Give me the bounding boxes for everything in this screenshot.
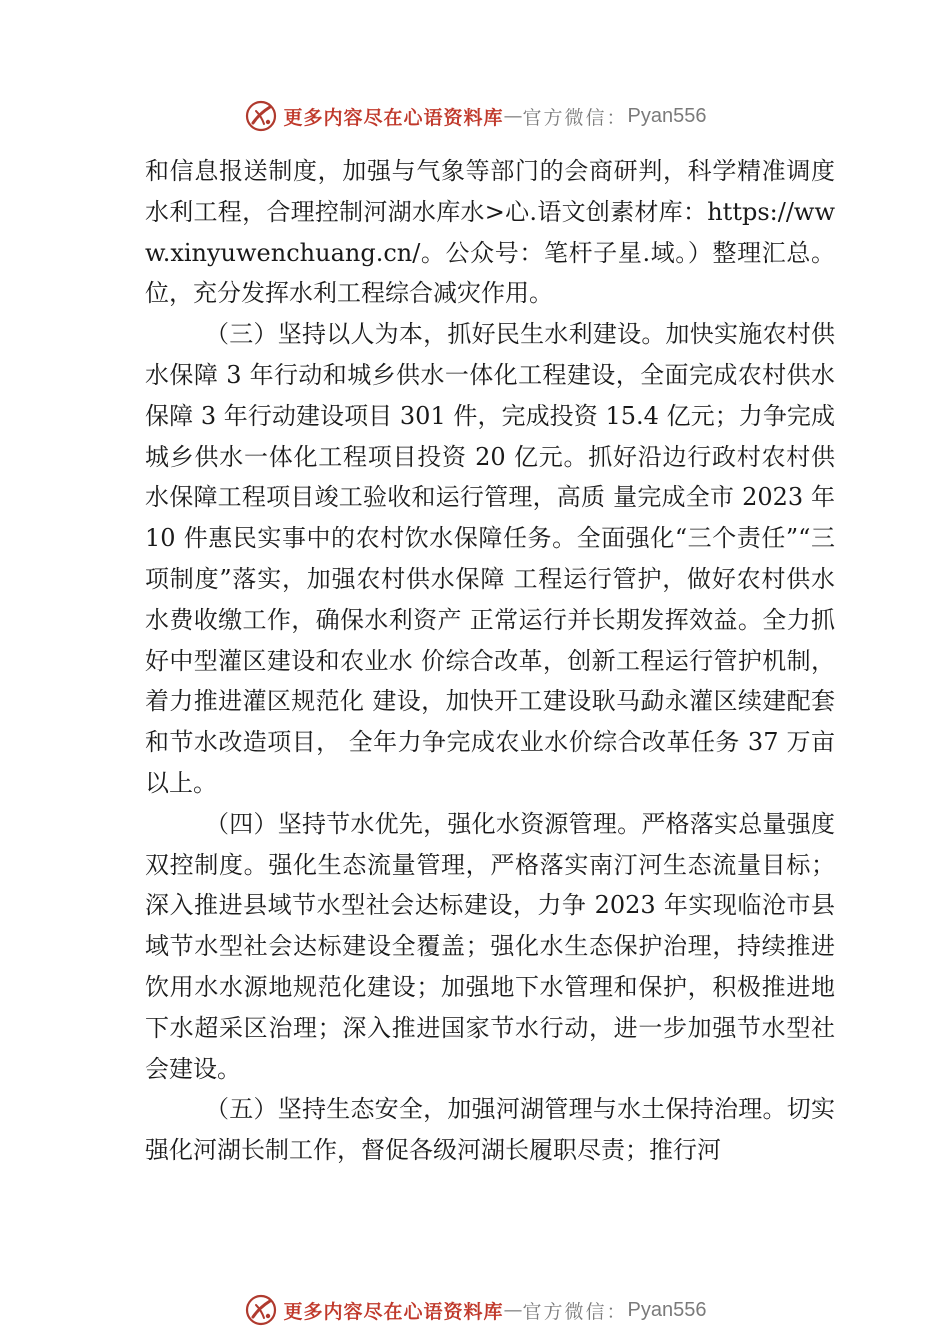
watermark-wechat-id: Pyan556 (627, 1298, 707, 1321)
footer-watermark (0, 1290, 950, 1330)
ink-brush-logo-icon (244, 99, 278, 133)
paragraph-section-three: （三）坚持以人为本，抓好民生水利建设。加快实施农村供水保障 3 年行动和城乡供水一体化工程建设，全面完成农村供水保障 3 年行动建设项目 301 件，完成投资 15.4 亿元；力争完成城乡供水一体化工程项目投资 20 亿元。抓好沿边行政村农村供水保障工程项目竣工验收和运行管理，高质 量完成全市 2023 年 10 件惠民实事中的农村饮水保障任务。全面强化“三个责任”“三项制度”落实，加强农村供水保障 工程运行管护，做好农村供水水费收缴工作，确保水利资产 正常运行并长期发挥效益。全力抓好中型灌区建设和农业水 价综合改革，创新工程运行管护机制，着力推进灌区规范化 建设，加快开工建设耿马勐永灌区续建配套和节水改造项目， 全年力争完成农业水价综合改革任务 37 万亩以上。 (145, 320, 835, 797)
watermark-official-label: 官方微信： (522, 1300, 628, 1323)
watermark-separator: — (503, 105, 523, 127)
watermark-brand: 更多内容尽在心语资料库 (283, 106, 504, 129)
watermark-wechat-id: Pyan556 (627, 104, 707, 127)
ink-brush-logo-icon (244, 1293, 278, 1327)
header-watermark (0, 96, 950, 136)
watermark-official-label: 官方微信： (522, 106, 628, 129)
paragraph-section-five: （五）坚持生态安全，加强河湖管理与水土保持治理。切实强化河湖长制工作，督促各级河湖长履职尽责；推行河 (145, 1095, 835, 1165)
document-body (145, 151, 835, 1171)
watermark-separator: — (503, 1299, 523, 1321)
paragraph-section-four: （四）坚持节水优先，强化水资源管理。严格落实总量强度双控制度。强化生态流量管理，严格落实南汀河生态流量目标；深入推进县域节水型社会达标建设，力争 2023 年实现临沧市县域节水型社会达标建设全覆盖；强化水生态保护治理，持续推进饮用水水源地规范化建设；加强地下水管理和保护，积极推进地下水超采区治理；深入推进国家节水行动，进一步加强节水型社会建设。 (145, 809, 835, 1083)
watermark-brand: 更多内容尽在心语资料库 (283, 1300, 504, 1323)
paragraph-continuation: 和信息报送制度，加强与气象等部门的会商研判，科学精准调度水利工程，合理控制河湖水库水>心.语文创素材库：https://www.xinyuwenchuang.cn/。公众号：笔杆子星.域。）整理汇总。位，充分发挥水利工程综合减灾作用。 (145, 157, 835, 308)
